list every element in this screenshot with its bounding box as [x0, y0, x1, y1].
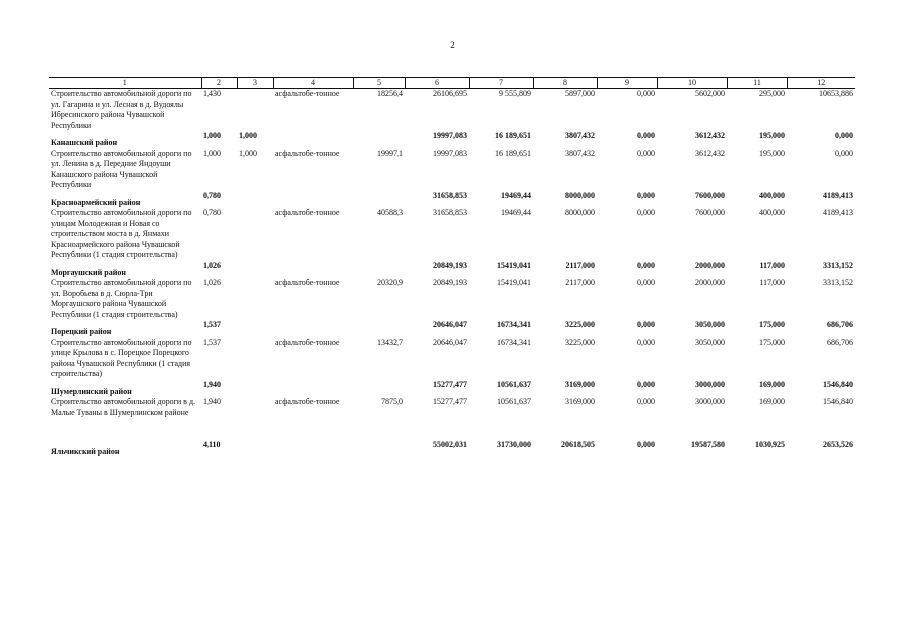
col6-cell: 20849,193 [433, 278, 467, 287]
district-total-row [49, 191, 855, 209]
col12-cell: 686,706 [827, 337, 853, 347]
col8-cell: 3807,432 [565, 148, 595, 158]
length-cell: 4,110 [203, 440, 221, 449]
col9-cell: 0,000 [637, 208, 655, 217]
col6-cell: 20849,193 [433, 260, 467, 270]
object-name-cell: Строительство автомобильной дороги по ул. Воробьева в д. Сюрла-Три Моргаушского района Чувашской Республики (1 стадия строительства) [51, 278, 192, 319]
column-header: 3 [237, 78, 273, 89]
col6-cell: 19997,083 [433, 148, 467, 158]
col6-cell: 26106,695 [433, 89, 467, 98]
col11-cell: 169,000 [759, 397, 785, 406]
col8-cell: 8000,000 [565, 208, 595, 217]
col12-cell: 3313,152 [823, 278, 853, 287]
col10-cell: 2000,000 [695, 260, 725, 270]
spacer-cell [49, 418, 855, 440]
col7-cell: 31730,000 [497, 440, 531, 449]
col6-cell: 55002,031 [433, 440, 467, 449]
col11-cell: 295,000 [759, 89, 785, 98]
column-header: 5 [353, 78, 405, 89]
col7-cell: 16734,341 [497, 320, 531, 329]
col8-cell: 2117,000 [565, 260, 595, 270]
col11-cell: 169,000 [759, 379, 785, 389]
district-total-row [49, 380, 855, 398]
col5-cell: 13432,7 [377, 337, 403, 347]
column-number-row [49, 78, 855, 89]
col9-cell: 0,000 [637, 440, 655, 449]
spacer-row [49, 418, 855, 440]
col9-cell: 0,000 [637, 260, 655, 270]
length-cell: 1,430 [203, 89, 221, 98]
pavement-type-cell [273, 261, 353, 279]
col9-cell: 0,000 [637, 89, 655, 98]
col5-cell: 40588,3 [377, 208, 403, 217]
col3-cell [237, 380, 273, 398]
col11-cell: 175,000 [759, 337, 785, 347]
col6-cell: 31658,853 [433, 208, 467, 217]
col11-cell: 400,000 [759, 190, 785, 200]
column-header: 1 [49, 78, 201, 89]
col6-cell: 15277,477 [433, 397, 467, 406]
col11-cell: 1030,925 [755, 440, 785, 449]
col11-cell: 195,000 [759, 148, 785, 158]
col8-cell: 20618,505 [561, 440, 595, 449]
object-name-cell: Строительство автомобильной дороги по улицам Молодежная и Новая со строительством моста в д. Янмахи Красноармейского района Чувашской Республики (1 стадия строительства) [51, 208, 192, 259]
pavement-type-cell [273, 380, 353, 398]
col7-cell: 16 189,651 [495, 148, 531, 158]
col5-cell: 19997,1 [377, 148, 403, 158]
table-body [49, 89, 855, 458]
col3-cell [237, 278, 273, 320]
col8-cell: 3225,000 [565, 320, 595, 329]
length-cell: 1,537 [203, 320, 221, 329]
col10-cell: 5602,000 [695, 89, 725, 98]
col11-cell: 400,000 [759, 208, 785, 217]
col10-cell: 7600,000 [695, 208, 725, 217]
object-name-cell: Порецкий район [51, 327, 112, 336]
col5-cell: 7875,0 [381, 397, 403, 406]
col12-cell: 4189,413 [823, 190, 853, 200]
object-name-cell: Красноармейский район [51, 197, 141, 207]
col3-cell [237, 338, 273, 380]
col9-cell: 0,000 [637, 337, 655, 347]
length-cell: 1,940 [203, 379, 221, 389]
col6-cell: 15277,477 [433, 379, 467, 389]
pavement-type-cell [273, 440, 353, 458]
object-name-cell: Яльчикский район [51, 447, 120, 456]
length-cell: 1,026 [203, 278, 221, 287]
col10-cell: 3612,432 [695, 148, 725, 158]
construction-item-row [49, 397, 855, 418]
col3-cell [237, 208, 273, 261]
col11-cell: 117,000 [759, 278, 785, 287]
col7-cell: 15419,041 [497, 260, 531, 270]
col5-cell [353, 191, 405, 209]
road-construction-table [49, 77, 855, 458]
col3-cell: 1,000 [239, 148, 257, 158]
col5-cell: 20320,9 [377, 278, 403, 287]
column-header: 4 [273, 78, 353, 89]
col11-cell: 117,000 [759, 260, 785, 270]
col3-cell [237, 440, 273, 458]
col12-cell: 686,706 [827, 320, 853, 329]
object-name-cell: Строительство автомобильной дороги по улице Крылова в с. Порецкое Порецкого района Чувашской Республики (1 стадия строительства) [51, 337, 192, 378]
col9-cell: 0,000 [637, 131, 655, 140]
col8-cell: 2117,000 [565, 278, 595, 287]
pavement-type-cell: асфальтобе-тонное [275, 208, 340, 217]
length-cell: 1,537 [203, 337, 221, 347]
construction-item-row [49, 278, 855, 320]
object-name-cell: Канашский район [51, 138, 118, 147]
col12-cell: 4189,413 [823, 208, 853, 217]
column-header: 9 [597, 78, 657, 89]
pavement-type-cell [273, 131, 353, 149]
column-header: 11 [727, 78, 787, 89]
col7-cell: 10561,637 [497, 379, 531, 389]
length-cell: 1,000 [203, 148, 221, 158]
col5-cell [353, 440, 405, 458]
col9-cell: 0,000 [637, 320, 655, 329]
pavement-type-cell: асфальтобе-тонное [275, 278, 340, 287]
column-header: 10 [657, 78, 727, 89]
col8-cell: 5897,000 [565, 89, 595, 98]
col5-cell: 18256,4 [377, 89, 403, 98]
col12-cell: 1546,840 [823, 397, 853, 406]
length-cell: 0,780 [203, 208, 221, 217]
col12-cell: 0,000 [835, 131, 853, 140]
pavement-type-cell: асфальтобе-тонное [275, 397, 340, 406]
col6-cell: 20646,047 [433, 337, 467, 347]
col11-cell: 195,000 [759, 131, 785, 140]
col7-cell: 15419,041 [497, 278, 531, 287]
column-header: 8 [533, 78, 597, 89]
col5-cell [353, 380, 405, 398]
col10-cell: 3612,432 [695, 131, 725, 140]
col10-cell: 3050,000 [695, 337, 725, 347]
col8-cell: 8000,000 [565, 190, 595, 200]
object-name-cell: Строительство автомобильной дороги по ул. Гагарина и ул. Лесная в д. Вудоялы Ибресинского района Чувашской Республики [51, 89, 192, 130]
column-header: 2 [201, 78, 237, 89]
pavement-type-cell [273, 320, 353, 338]
col8-cell: 3225,000 [565, 337, 595, 347]
col5-cell [353, 131, 405, 149]
col8-cell: 3807,432 [565, 131, 595, 140]
col3-cell [237, 397, 273, 418]
col12-cell: 10653,886 [819, 89, 853, 98]
col8-cell: 3169,000 [565, 379, 595, 389]
col5-cell [353, 320, 405, 338]
col3-cell: 1,000 [239, 131, 257, 140]
col3-cell [237, 89, 273, 132]
col3-cell [237, 261, 273, 279]
col9-cell: 0,000 [637, 148, 655, 158]
construction-item-row [49, 208, 855, 261]
col12-cell: 2653,526 [823, 440, 853, 449]
col12-cell: 3313,152 [823, 260, 853, 270]
col10-cell: 19587,580 [691, 440, 725, 449]
col9-cell: 0,000 [637, 278, 655, 287]
column-header: 12 [787, 78, 855, 89]
col7-cell: 9 555,809 [499, 89, 531, 98]
pavement-type-cell: асфальтобе-тонное [275, 337, 340, 347]
construction-item-row [49, 89, 855, 132]
col7-cell: 16 189,651 [495, 131, 531, 140]
col3-cell [237, 320, 273, 338]
col10-cell: 7600,000 [695, 190, 725, 200]
object-name-cell: Моргаушский район [51, 267, 126, 277]
col6-cell: 31658,853 [433, 190, 467, 200]
col8-cell: 3169,000 [565, 397, 595, 406]
length-cell: 1,000 [203, 131, 221, 140]
construction-item-row [49, 149, 855, 191]
construction-item-row [49, 338, 855, 380]
pavement-type-cell [273, 191, 353, 209]
pavement-type-cell: асфальтобе-тонное [275, 89, 340, 98]
col7-cell: 10561,637 [497, 397, 531, 406]
col10-cell: 3000,000 [695, 397, 725, 406]
district-total-row [49, 261, 855, 279]
col3-cell [237, 191, 273, 209]
column-header: 6 [405, 78, 469, 89]
col7-cell: 19469,44 [501, 208, 531, 217]
col9-cell: 0,000 [637, 190, 655, 200]
column-header: 7 [469, 78, 533, 89]
length-cell: 0,780 [203, 190, 221, 200]
col12-cell: 0,000 [835, 148, 853, 158]
col10-cell: 3000,000 [695, 379, 725, 389]
col7-cell: 19469,44 [501, 190, 531, 200]
col9-cell: 0,000 [637, 379, 655, 389]
col6-cell: 19997,083 [433, 131, 467, 140]
col12-cell: 1546,840 [823, 379, 853, 389]
length-cell: 1,026 [203, 260, 221, 270]
district-total-row [49, 440, 855, 458]
col11-cell: 175,000 [759, 320, 785, 329]
object-name-cell: Строительство автомобильной дороги по ул. Ленина в д. Передние Яндоуши Канашского района Чувашской Республики [51, 148, 192, 189]
district-total-row [49, 320, 855, 338]
col6-cell: 20646,047 [433, 320, 467, 329]
col7-cell: 16734,341 [497, 337, 531, 347]
col10-cell: 3050,000 [695, 320, 725, 329]
object-name-cell: Шумерлинский район [51, 386, 132, 396]
col9-cell: 0,000 [637, 397, 655, 406]
district-total-row [49, 131, 855, 149]
col10-cell: 2000,000 [695, 278, 725, 287]
object-name-cell: Строительство автомобильной дороги в д. Малые Туваны в Шумерлинском районе [51, 397, 196, 417]
length-cell: 1,940 [203, 397, 221, 406]
page-number: 2 [450, 40, 455, 50]
col5-cell [353, 261, 405, 279]
pavement-type-cell: асфальтобе-тонное [275, 148, 340, 158]
